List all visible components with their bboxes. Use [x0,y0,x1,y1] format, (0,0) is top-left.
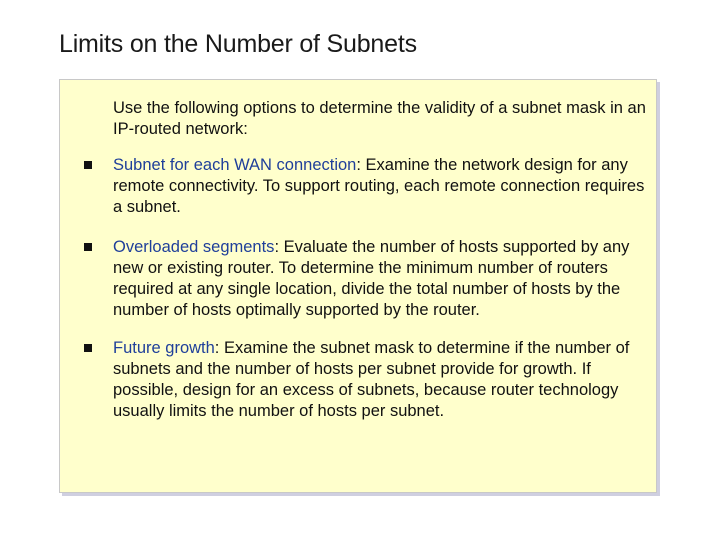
bullet-description: Evaluate the number of hosts supported by any new or existing router. To determine the minimum number of routers required at any single location, divide the total number of hosts by the number of hosts optimally supported by the router. [113,238,630,319]
bullet-text [113,338,656,422]
square-bullet-icon [84,161,92,169]
bullet-description: Examine the network design for any remote connectivity. To support routing, each remote connection requires a subnet. [113,156,645,216]
square-bullet-icon [84,344,92,352]
bullet-description: Examine the subnet mask to determine if the number of subnets and the number of hosts per subnet provide for growth. If possible, design for an excess of subnets, because router technology usually limits the number of hosts per subnet. [113,339,630,420]
square-bullet-icon [84,243,92,251]
bullet-term: Overloaded segments [113,238,275,256]
content-box [59,79,657,493]
bullet-text [113,155,656,218]
bullet-term: Future growth [113,339,215,357]
bullet-term: Subnet for each WAN connection [113,156,357,174]
bullet-separator: : [214,339,224,357]
slide-title: Limits on the Number of Subnets [59,30,417,58]
bullet-text [113,237,656,321]
bullet-separator: : [274,238,284,256]
bullet-separator: : [356,156,366,174]
intro-text: Use the following options to determine the validity of a subnet mask in an IP-routed network: [113,99,646,138]
